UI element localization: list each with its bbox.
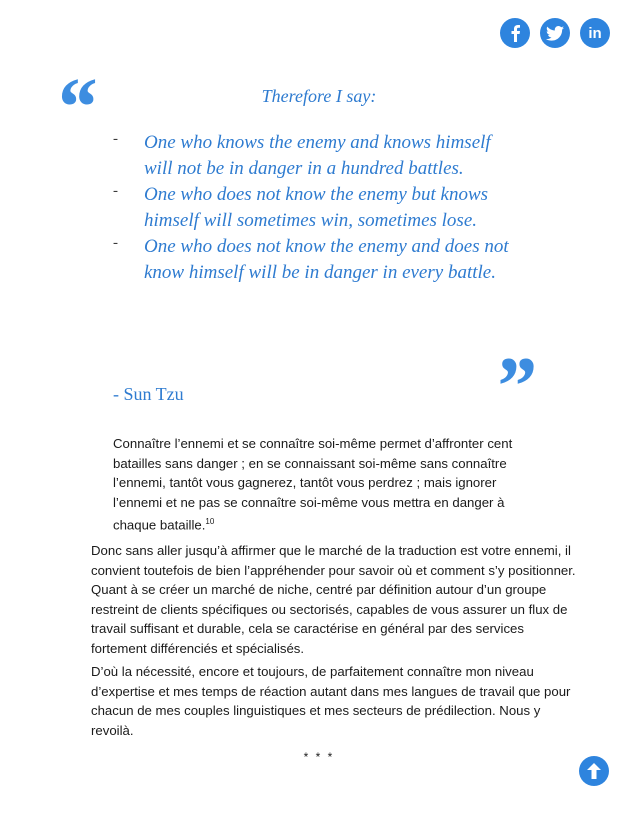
translation-paragraph — [113, 434, 543, 535]
translation-text: Connaître l’ennemi et se connaître soi-même permet d’affronter cent batailles sans danger ; en se connaissant soi-même sans connaître l’ennemi, tantôt vous gagnerez, tantôt vous perdrez ; mais ignorer l’ennemi et ne pas se connaître soi-même vous mettra en danger à chaque bataille. — [113, 436, 513, 533]
linkedin-icon: in — [588, 24, 602, 42]
quote-item — [113, 234, 513, 286]
dash-bullet: - — [113, 131, 118, 147]
section-separator: * * * — [303, 750, 335, 764]
linkedin-share-button[interactable] — [580, 18, 610, 48]
dash-bullet: - — [113, 183, 118, 199]
facebook-icon — [509, 24, 521, 42]
quote-intro: Therefore I say: — [261, 86, 377, 106]
scroll-top-button[interactable] — [579, 756, 609, 786]
twitter-icon — [546, 26, 564, 41]
quote-item-text: One who knows the enemy and knows himself will not be in danger in a hundred battles. — [144, 132, 491, 179]
facebook-share-button[interactable] — [500, 18, 530, 48]
quote-item-text: One who does not know the enemy but knows himself will sometimes win, sometimes lose. — [144, 184, 489, 231]
social-share-bar — [500, 18, 610, 48]
dash-bullet: - — [113, 235, 118, 251]
quote-item — [113, 130, 513, 182]
quote-list — [113, 130, 513, 286]
close-quote-mark: ” — [493, 340, 535, 433]
open-quote-mark: “ — [54, 61, 96, 154]
quote-item-text: One who does not know the enemy and does not know himself will be in danger in every battle. — [144, 236, 509, 283]
body-paragraph: Donc sans aller jusqu’à affirmer que le marché de la traduction est votre ennemi, il convient toutefois de bien l’appréhender pour savoir où et comment s’y positionner. Quant à se créer un marché de niche, centré par définition autour d’un groupe restreint de clients spécifiques ou sectorisés, capables de vous assurer un flux de travail suffisant et durable, cela se caractérise en général par des services fortement différenciés et spécialisés. — [91, 543, 576, 656]
twitter-share-button[interactable] — [540, 18, 570, 48]
quote-item — [113, 182, 513, 234]
footnote-ref[interactable]: 10 — [205, 517, 215, 526]
arrow-up-icon — [586, 762, 602, 780]
body-paragraph: D’où la nécessité, encore et toujours, de parfaitement connaître mon niveau d’expertise et mes temps de réaction autant dans mes langues de travail que pour chacun de mes couples linguistiques et mes secteurs de prédilection. Nous y revoilà. — [91, 664, 571, 738]
quote-author: - Sun Tzu — [113, 384, 184, 404]
